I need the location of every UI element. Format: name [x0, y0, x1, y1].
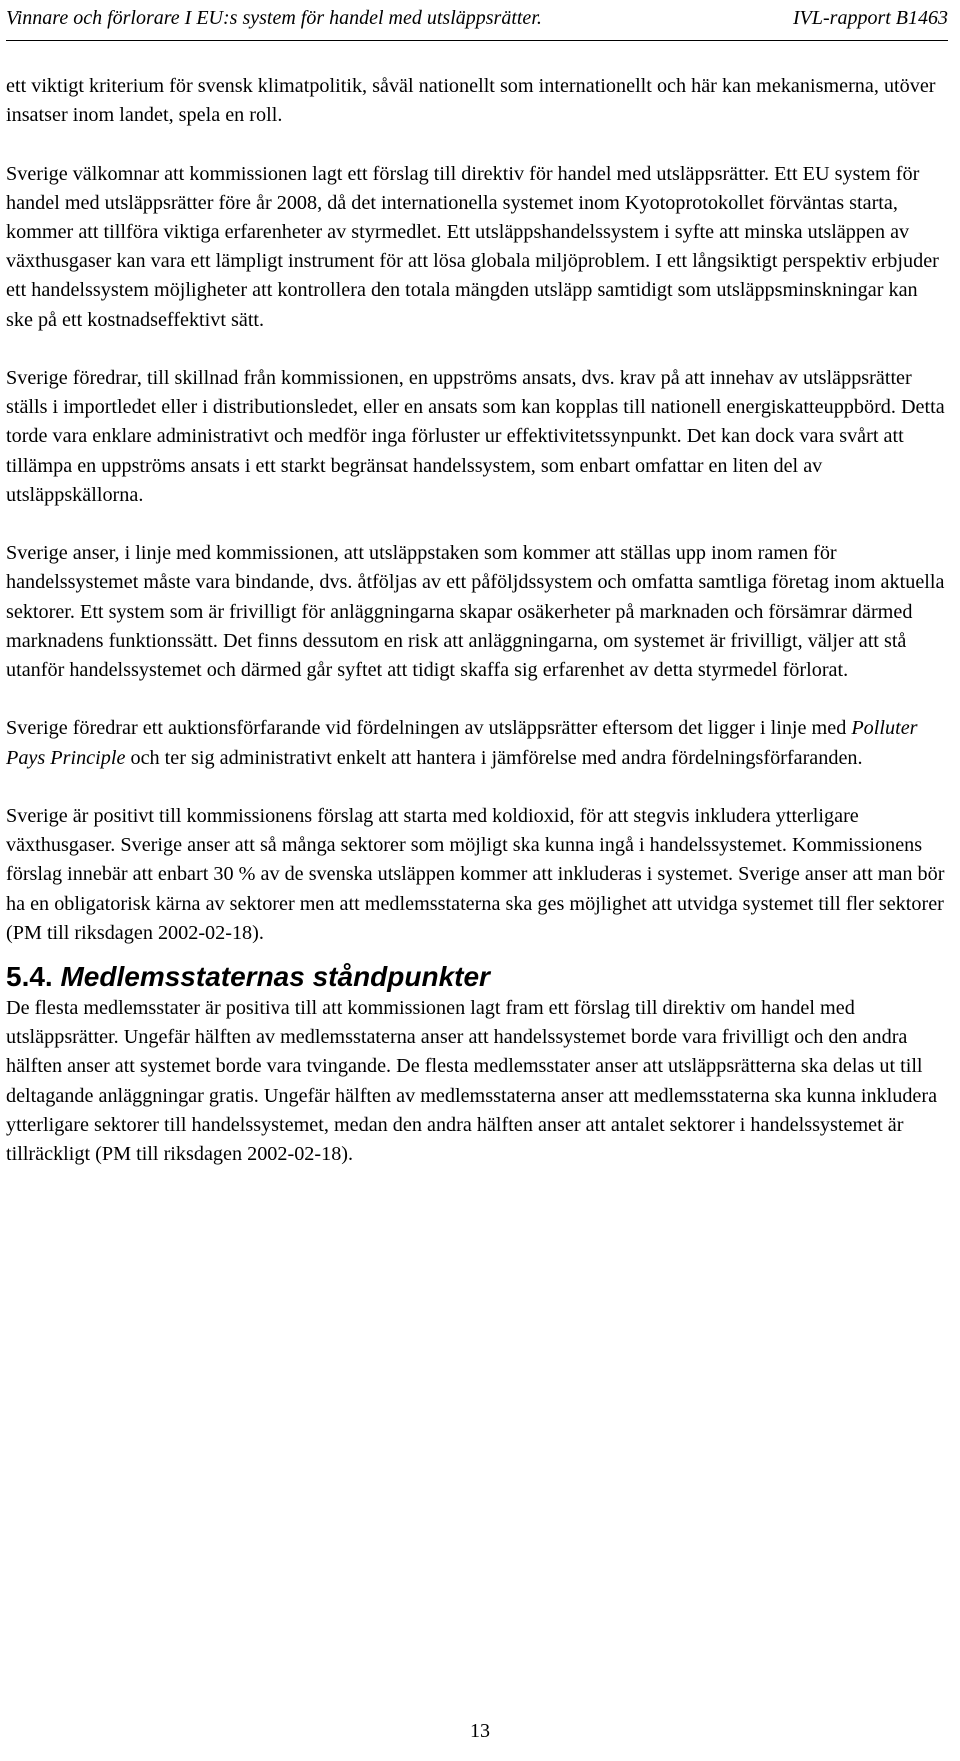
paragraph-welcome: Sverige välkomnar att kommissionen lagt ett förslag till direktiv för handel med utsläppsrätter. Ett EU system för handel med utsläppsrätter före år 2008, då det internationella systemet inom Kyotoprotokollet förväntas starta, kommer att tillföra viktiga erfarenheter av styrmedlet. Ett utsläppshandelssystem i syfte att minska utsläppen av växthusgaser kan vara ett lämpligt instrument för att lösa globala miljöproblem. I ett långsiktigt perspektiv erbjuder ett handelssystem möjligheter att kontrollera den totala mängden utsläpp samtidigt som utsläppsminskningar kan ske på ett kostnadseffektivt sätt. — [6, 162, 939, 331]
auction-text-before: Sverige föredrar ett auktionsförfarande vid fördelningen av utsläppsrätter eftersom det ligger i linje med — [6, 717, 852, 740]
page-number: 13 — [470, 1720, 490, 1742]
paragraph-upstream: Sverige föredrar, till skillnad från kommissionen, en uppströms ansats, dvs. krav på att innehav av utsläppsrätter ställs i importledet eller i distributionsledet, eller en ansats som kan kopplas till nationell energiskatteuppbörd. Detta torde vara enklare administrativt och medför inga förluster ur effektivitetssynpunkt. Det kan dock vara svårt att tillämpa en uppströms ansats i ett starkt begränsat handelssystem, som enbart omfattar en liten del av utsläppskällorna. — [6, 367, 945, 506]
document-body — [6, 72, 946, 1169]
paragraph-member-states: De flesta medlemsstater är positiva till att kommissionen lagt fram ett förslag till direktiv om handel med utsläppsrätter. Ungefär hälften av medlemsstaterna anser att handelssystemet borde vara frivilligt och den andra hälften anser att systemet borde vara tvingande. De flesta medlemsstater anser att utsläppsrätterna ska delas ut till deltagande anläggningar gratis. Ungefär hälften av medlemsstaterna anser att medlemsstaterna ska kunna inkludera ytterligare sektorer till handelssystemet, medan den andra hälften anser att antalet sektorer i handelssystemet är tillräckligt (PM till riksdagen 2002-02-18). — [6, 997, 938, 1166]
header-divider — [6, 40, 948, 41]
heading-gap — [6, 948, 946, 960]
paragraph-gap — [6, 773, 946, 802]
paragraph-gap — [6, 510, 946, 539]
paragraph-binding: Sverige anser, i linje med kommissionen, att utsläppstaken som kommer att ställas upp inom ramen för handelssystemet måste vara bindande, dvs. åtföljas av ett påföljdssystem och omfatta samtliga företag inom aktuella sektorer. Ett system som är frivilligt för anläggningarna skapar osäkerheter på marknaden och försämrar därmed marknadens funktionssätt. Det finns dessutom en risk att anläggningarna, om systemet är frivilligt, väljer att stå utanför handelssystemet och därmed går syftet att tidigt skaffa sig erfarenhet av detta styrmedel förlorat. — [6, 542, 945, 682]
paragraph-co2: Sverige är positivt till kommissionens förslag att starta med koldioxid, för att stegvis inkludera ytterligare växthusgaser. Sverige anser att så många sektorer som möjligt ska kunna ingå i handelssystemet. Kommissionens förslag innebär att enbart 30 % av de svenska utsläppen kommer att inkluderas i systemet. Sverige anser att man bör ha en obligatorisk kärna av sektorer men att medlemsstaterna ska ges möjlighet att utvidga systemet till fler sektorer (PM till riksdagen 2002-02-18). — [6, 805, 945, 944]
auction-text-after: och ter sig administrativt enkelt att hantera i jämförelse med andra fördelningsförfaranden. — [125, 746, 863, 769]
section-title: Medlemsstaternas ståndpunkter — [60, 961, 490, 993]
paragraph-auction — [6, 714, 946, 772]
header-title: Vinnare och förlorare I EU:s system för handel med utsläppsrätter. — [6, 7, 542, 29]
paragraph-continued: ett viktigt kriterium för svensk klimatpolitik, såväl nationellt som internationellt och här kan mekanismerna, utöver insatser inom landet, spela en roll. — [6, 75, 936, 127]
polluter-pays-principle: Polluter Pays Principle — [6, 717, 918, 769]
paragraph-gap — [6, 685, 946, 714]
running-header — [6, 4, 948, 38]
header-report-id: IVL-rapport B1463 — [793, 7, 948, 29]
section-heading — [6, 960, 946, 994]
paragraph-gap — [6, 335, 946, 364]
section-number: 5.4. — [6, 961, 53, 993]
paragraph-gap — [6, 130, 946, 159]
